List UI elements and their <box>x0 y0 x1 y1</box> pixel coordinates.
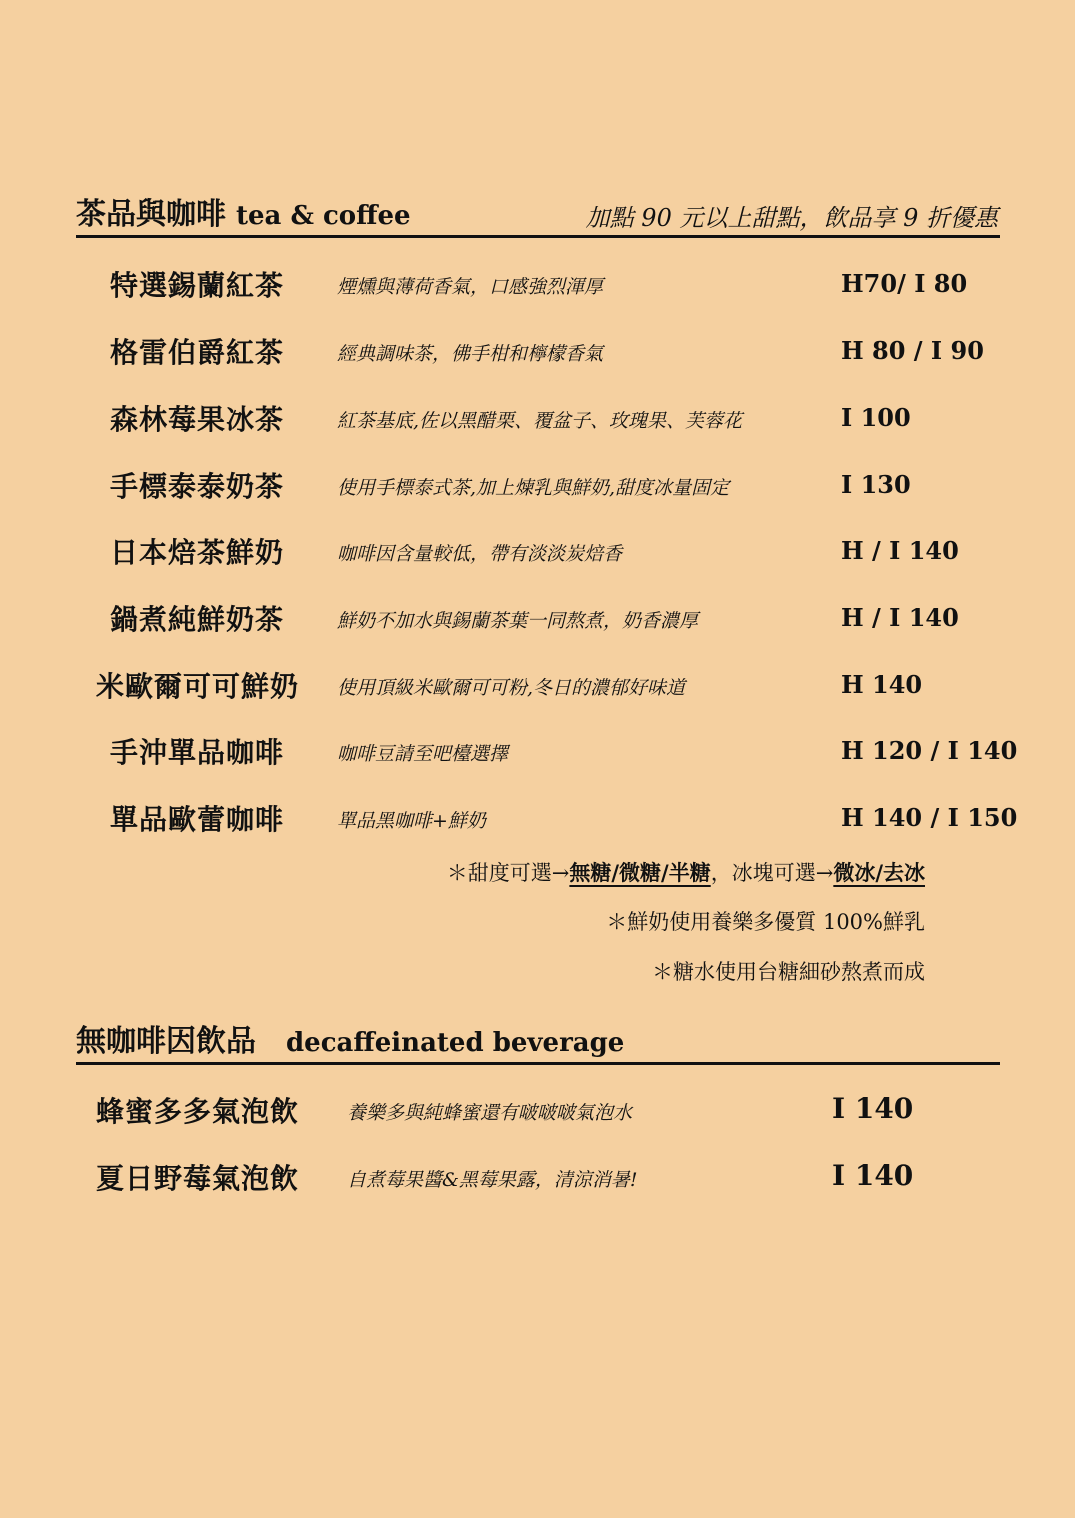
item-price: H70/ I 80 <box>841 269 968 298</box>
dessert-discount-note: 加點 90 元以上甜點，飲品享 9 折優惠 <box>585 204 998 232</box>
item-description: 煙燻與薄荷香氣，口感強烈渾厚 <box>337 276 604 298</box>
section-title-en: decaffeinated beverage <box>286 1028 625 1058</box>
section-title <box>76 1016 624 1060</box>
menu-item <box>0 1090 1075 1130</box>
item-name: 米歐爾可可鮮奶 <box>96 670 300 703</box>
item-price: H / I 140 <box>841 603 959 632</box>
ice-options: 微冰/去冰 <box>833 860 925 885</box>
section-title-zh: 茶品與咖啡 <box>76 197 226 232</box>
item-description: 使用手標泰式茶,加上煉乳與鮮奶,甜度冰量固定 <box>337 477 730 499</box>
menu-item <box>0 598 1075 638</box>
item-price: I 140 <box>832 1092 914 1125</box>
item-price: H 80 / I 90 <box>841 336 984 365</box>
section-title <box>76 189 411 233</box>
menu-item <box>0 798 1075 838</box>
menu-item <box>0 665 1075 705</box>
menu-item <box>0 398 1075 438</box>
section-header-tea-coffee <box>76 196 1000 238</box>
menu-item <box>0 1157 1075 1197</box>
item-description: 鮮奶不加水與錫蘭茶葉一同熬煮，奶香濃厚 <box>337 610 699 632</box>
milk-note: ＊鮮奶使用養樂多優質 100%鮮乳 <box>606 910 925 934</box>
item-price: I 130 <box>841 470 911 499</box>
item-description: 咖啡因含量較低，帶有淡淡炭焙香 <box>337 543 623 565</box>
section-header-decaf <box>76 1025 1000 1065</box>
item-price: H 120 / I 140 <box>841 736 1018 765</box>
menu-item <box>0 264 1075 304</box>
item-name: 鍋煮純鮮奶茶 <box>110 603 285 636</box>
item-name: 手標泰泰奶茶 <box>110 470 285 503</box>
item-description: 自煮莓果醬&黑莓果露，清涼消暑! <box>347 1169 638 1191</box>
section-title-zh: 無咖啡因飲品 <box>76 1024 256 1059</box>
menu-item <box>0 465 1075 505</box>
menu-item <box>0 531 1075 571</box>
item-price: I 100 <box>841 403 911 432</box>
item-price: H / I 140 <box>841 536 959 565</box>
item-name: 格雷伯爵紅茶 <box>110 336 285 369</box>
item-description: 養樂多與純蜂蜜還有啵啵啵氣泡水 <box>347 1102 633 1124</box>
item-description: 單品黑咖啡+鮮奶 <box>337 810 486 832</box>
menu-item <box>0 731 1075 771</box>
sweetness-options: 無糖/微糖/半糖 <box>569 860 711 885</box>
item-name: 特選錫蘭紅茶 <box>110 269 285 302</box>
item-price: H 140 <box>841 670 923 699</box>
item-description: 紅茶基底,佐以黑醋栗、覆盆子、玫瑰果、芙蓉花 <box>337 410 743 432</box>
item-name: 單品歐蕾咖啡 <box>110 803 285 836</box>
item-description: 經典調味茶，佛手柑和檸檬香氣 <box>337 343 604 365</box>
item-price: H 140 / I 150 <box>841 803 1018 832</box>
ice-prefix: ，冰塊可選→ <box>710 861 834 885</box>
section-title-en: tea & coffee <box>236 201 411 231</box>
item-name: 森林莓果冰茶 <box>110 403 285 436</box>
item-name: 手沖單品咖啡 <box>110 736 285 769</box>
sweetness-prefix: ＊甜度可選→ <box>446 861 570 885</box>
item-description: 使用頂級米歐爾可可粉,冬日的濃郁好味道 <box>337 677 686 699</box>
sweetness-ice-note <box>447 857 925 887</box>
item-name: 日本焙茶鮮奶 <box>110 536 285 569</box>
item-description: 咖啡豆請至吧檯選擇 <box>337 743 509 765</box>
item-name: 夏日野莓氣泡飲 <box>96 1162 300 1195</box>
item-price: I 140 <box>832 1159 914 1192</box>
item-name: 蜂蜜多多氣泡飲 <box>96 1095 300 1128</box>
menu-item <box>0 331 1075 371</box>
sugar-note: ＊糖水使用台糖細砂熬煮而成 <box>652 960 925 984</box>
